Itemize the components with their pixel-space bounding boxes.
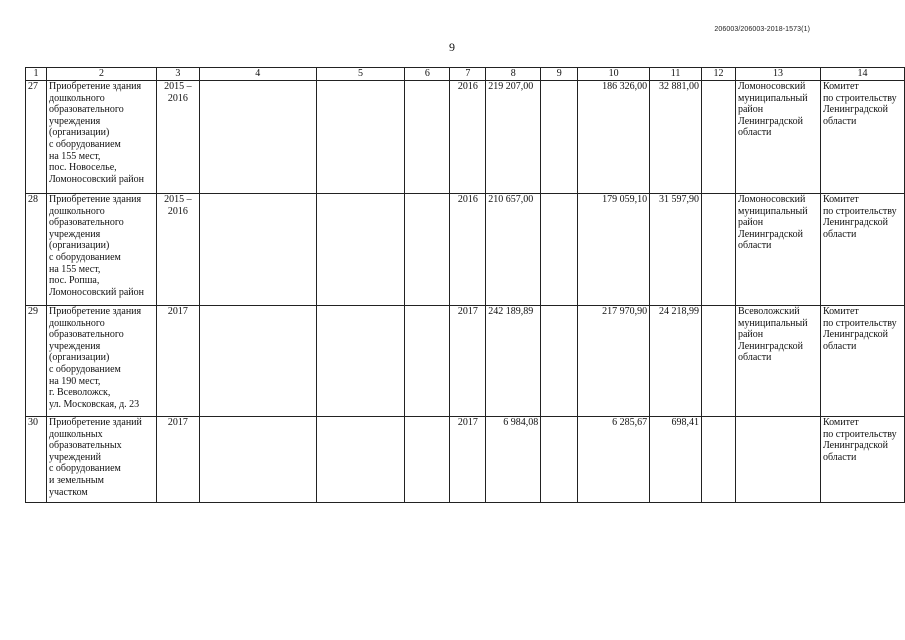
total-amount: 242 189,89 <box>486 306 541 417</box>
object-name: Приобретение зданий дошкольных образовательных учреждений с оборудованием и земельным участком <box>46 417 156 503</box>
cell-col12 <box>702 81 736 194</box>
cell-col6 <box>405 417 450 503</box>
column-header: 5 <box>316 68 405 81</box>
column-header: 12 <box>702 68 736 81</box>
district: Ломоносовский муниципальный район Ленинградской области <box>735 81 820 194</box>
year: 2016 <box>450 194 486 306</box>
year: 2016 <box>450 81 486 194</box>
program-table <box>25 67 905 503</box>
amount-col10: 6 285,67 <box>578 417 650 503</box>
cell-col4 <box>199 417 316 503</box>
cell-col5 <box>316 81 405 194</box>
amount-col11: 31 597,90 <box>650 194 702 306</box>
column-header: 7 <box>450 68 486 81</box>
amount-col10: 186 326,00 <box>578 81 650 194</box>
cell-col5 <box>316 194 405 306</box>
column-header: 13 <box>735 68 820 81</box>
document-id: 206003/206003-2018-1573(1) <box>714 26 810 33</box>
column-header: 2 <box>46 68 156 81</box>
amount-col10: 217 970,90 <box>578 306 650 417</box>
period: 2015 – 2016 <box>156 81 199 194</box>
table-row <box>26 194 905 306</box>
total-amount: 210 657,00 <box>486 194 541 306</box>
cell-col5 <box>316 417 405 503</box>
cell-col6 <box>405 194 450 306</box>
district: Ломоносовский муниципальный район Ленинградской области <box>735 194 820 306</box>
cell-col9 <box>541 306 578 417</box>
cell-col12 <box>702 306 736 417</box>
table-row <box>26 417 905 503</box>
cell-col9 <box>541 417 578 503</box>
period: 2015 – 2016 <box>156 194 199 306</box>
total-amount: 219 207,00 <box>486 81 541 194</box>
object-name: Приобретение здания дошкольного образовательного учреждения (организации) с оборудованием на 155 мест, пос. Ропша, Ломоносовский район <box>46 194 156 306</box>
table-row <box>26 306 905 417</box>
object-name: Приобретение здания дошкольного образовательного учреждения (организации) с оборудованием на 155 мест, пос. Новоселье, Ломоносовский район <box>46 81 156 194</box>
column-header: 11 <box>650 68 702 81</box>
column-header: 1 <box>26 68 47 81</box>
amount-col10: 179 059,10 <box>578 194 650 306</box>
cell-col4 <box>199 194 316 306</box>
district <box>735 417 820 503</box>
column-header: 10 <box>578 68 650 81</box>
amount-col11: 24 218,99 <box>650 306 702 417</box>
row-number: 30 <box>26 417 47 503</box>
amount-col11: 698,41 <box>650 417 702 503</box>
row-number: 29 <box>26 306 47 417</box>
page-number: 9 <box>449 40 455 54</box>
column-number-row <box>26 68 905 81</box>
responsible-body: Комитет по строительству Ленинградской области <box>820 306 904 417</box>
year: 2017 <box>450 306 486 417</box>
table-row <box>26 81 905 194</box>
year: 2017 <box>450 417 486 503</box>
responsible-body: Комитет по строительству Ленинградской области <box>820 194 904 306</box>
amount-col11: 32 881,00 <box>650 81 702 194</box>
column-header: 6 <box>405 68 450 81</box>
cell-col6 <box>405 306 450 417</box>
column-header: 9 <box>541 68 578 81</box>
cell-col12 <box>702 417 736 503</box>
cell-col12 <box>702 194 736 306</box>
period: 2017 <box>156 306 199 417</box>
total-amount: 6 984,08 <box>486 417 541 503</box>
column-header: 3 <box>156 68 199 81</box>
cell-col4 <box>199 81 316 194</box>
cell-col4 <box>199 306 316 417</box>
column-header: 4 <box>199 68 316 81</box>
responsible-body: Комитет по строительству Ленинградской области <box>820 81 904 194</box>
responsible-body: Комитет по строительству Ленинградской области <box>820 417 904 503</box>
cell-col6 <box>405 81 450 194</box>
column-header: 8 <box>486 68 541 81</box>
period: 2017 <box>156 417 199 503</box>
column-header: 14 <box>820 68 904 81</box>
cell-col5 <box>316 306 405 417</box>
object-name: Приобретение здания дошкольного образовательного учреждения (организации) с оборудованием на 190 мест, г. Всеволожск, ул. Московская, д. 23 <box>46 306 156 417</box>
row-number: 28 <box>26 194 47 306</box>
row-number: 27 <box>26 81 47 194</box>
district: Всеволожский муниципальный район Ленинградской области <box>735 306 820 417</box>
cell-col9 <box>541 81 578 194</box>
cell-col9 <box>541 194 578 306</box>
